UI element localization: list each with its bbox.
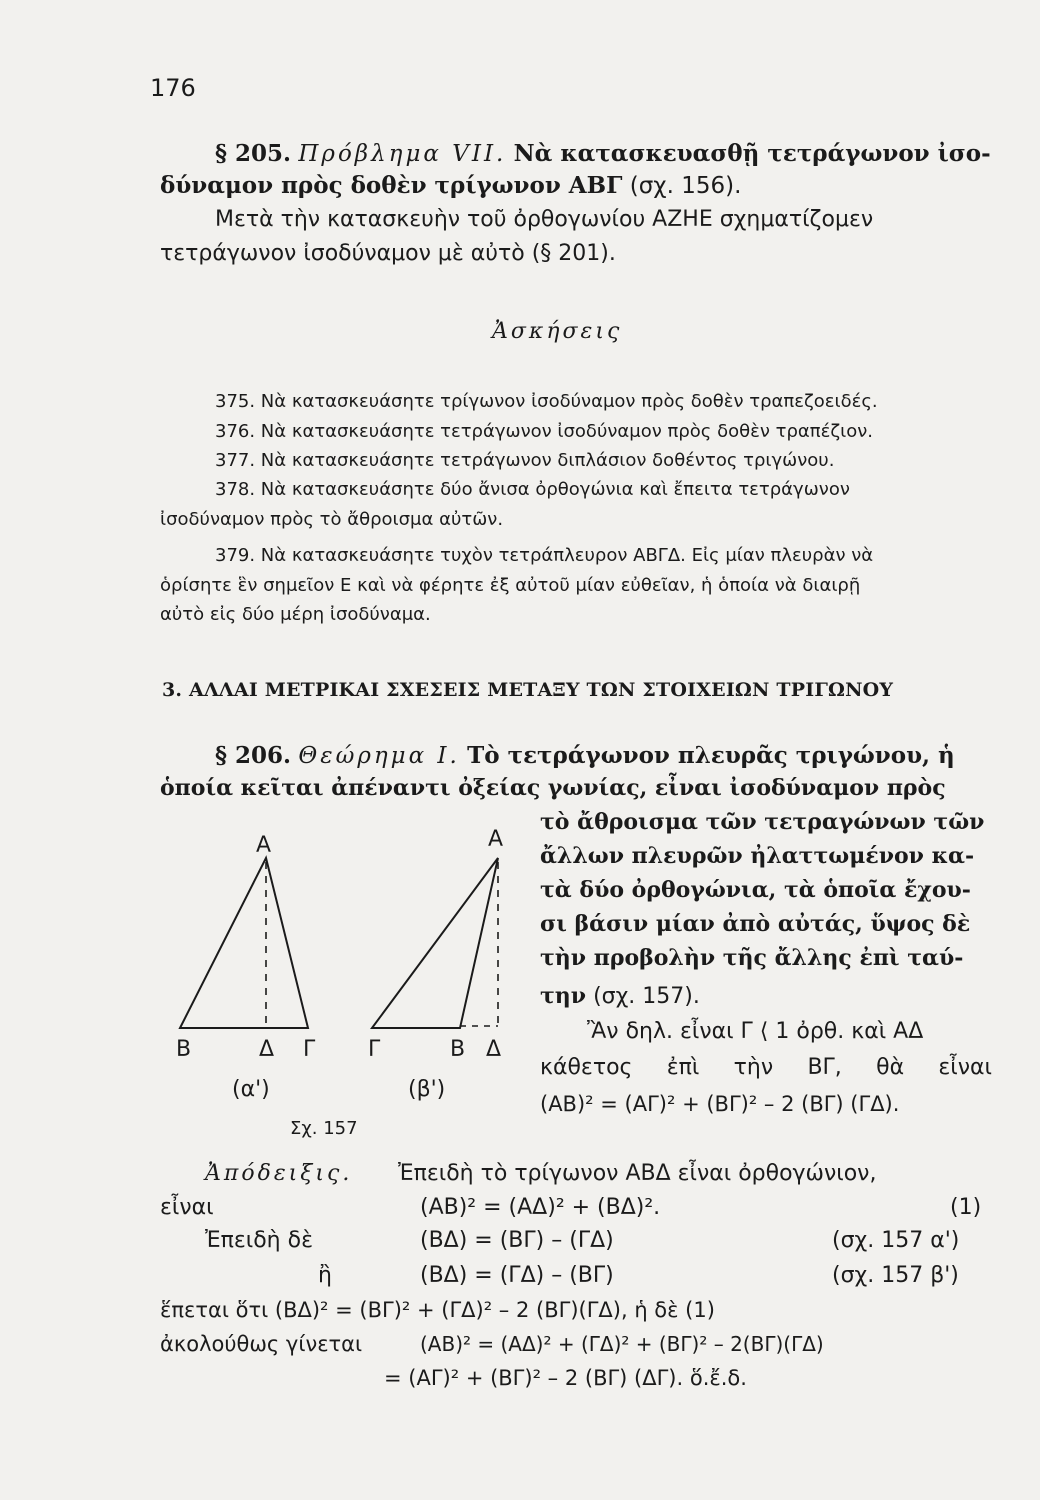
proof-row-3-label: Ἐπειδὴ δὲ <box>205 1228 313 1253</box>
hyp2-word: εἶναι <box>938 1055 992 1080</box>
proof-row-3-ref: (σχ. 157 α') <box>832 1228 960 1253</box>
proof-line-1-text: Ἐπειδὴ τὸ τρίγωνον ΑΒΔ εἶναι ὀρθογώνιον, <box>398 1161 877 1186</box>
proof-row-4-label: ἢ <box>318 1263 332 1288</box>
point-D-beta: Δ <box>486 1037 502 1062</box>
section-205-line-1 <box>215 140 991 168</box>
section-206-statement-5: τὰ δύο ὀρθογώνια, τὰ ὁποῖα ἔχου- <box>540 877 971 903</box>
label-beta: (β') <box>408 1077 446 1102</box>
section-206-figure-ref: (σχ. 157). <box>593 984 700 1009</box>
proof-row-3-formula: (ΒΔ) = (ΒΓ) – (ΓΔ) <box>420 1228 614 1253</box>
section-206-line-1 <box>215 742 955 770</box>
section-206-statement-1: Τὸ τετράγωνον πλευρᾶς τριγώνου, ἡ <box>467 742 955 769</box>
hyp2-word: κάθετος <box>540 1055 633 1080</box>
exercise-378-line-1: 378. Νὰ κατασκευάσητε δύο ἄνισα ὀρθογώνια καὶ ἔπειτα τετράγωνον <box>215 479 850 500</box>
section-206-formula: (ΑΒ)² = (ΑΓ)² + (ΒΓ)² – 2 (ΒΓ) (ΓΔ). <box>540 1092 900 1116</box>
page-number: 176 <box>150 74 196 102</box>
triangle-alpha <box>180 858 308 1028</box>
section-205-statement-1: Νὰ κατασκευασθῇ τετράγωνον ἰσο- <box>513 140 991 167</box>
label-alpha: (α') <box>232 1077 270 1102</box>
section-205-figure-ref: (σχ. 156). <box>629 173 742 199</box>
section-206-statement-7: τὴν προβολὴν τῆς ἄλλης ἐπὶ ταύ- <box>540 945 964 971</box>
section-206-hypothesis-2 <box>540 1054 992 1082</box>
hyp2-word: θὰ <box>876 1055 905 1080</box>
section-206-statement-3: τὸ ἄθροισμα τῶν τετραγώνων τῶν <box>540 809 985 835</box>
point-A-alpha: Α <box>256 833 272 858</box>
section-205-line-2 <box>160 172 741 200</box>
hyp2-word: ἐπὶ <box>666 1055 700 1080</box>
point-B-alpha: Β <box>176 1037 192 1062</box>
hyp2-word: ΒΓ, <box>807 1055 842 1080</box>
exercise-379-line-1: 379. Νὰ κατασκευάσητε τυχὸν τετράπλευρον ΑΒΓΔ. Εἰς μίαν πλευρὰν νὰ <box>215 545 874 566</box>
section-206-statement-8 <box>540 982 700 1011</box>
section-206-statement-8-word: την <box>540 983 587 1009</box>
exercise-377: 377. Νὰ κατασκευάσητε τετράγωνον διπλάσιον δοθέντος τριγώνου. <box>215 450 835 471</box>
section-206-kind: Θεώρημα I. <box>298 743 460 769</box>
proof-row-2-ref: (1) <box>950 1195 982 1220</box>
proof-row-2-formula: (ΑΒ)² = (ΑΔ)² + (ΒΔ)². <box>420 1195 661 1220</box>
proof-row-5: ἕπεται ὅτι (ΒΔ)² = (ΒΓ)² + (ΓΔ)² – 2 (ΒΓ)(ΓΔ), ἡ δὲ (1) <box>160 1298 715 1322</box>
exercise-379-line-2: ὁρίσητε ἓν σημεῖον Ε καὶ νὰ φέρητε ἐξ αὐτοῦ μίαν εὐθεῖαν, ἡ ὁποία νὰ διαιρῇ <box>160 575 861 596</box>
point-G-alpha: Γ <box>303 1037 316 1062</box>
section-205-body-2: τετράγωνον ἰσοδύναμον μὲ αὐτὸ (§ 201). <box>160 241 616 266</box>
exercises-title: Ἀσκήσεις <box>492 319 623 344</box>
proof-row-6-formula: (ΑΒ)² = (ΑΔ)² + (ΓΔ)² + (ΒΓ)² – 2(ΒΓ)(ΓΔ) <box>420 1332 824 1356</box>
section-206-statement-6: σι βάσιν μίαν ἀπὸ αὐτάς, ὕψος δὲ <box>540 911 971 937</box>
proof-row-2-label: εἶναι <box>160 1195 214 1220</box>
hyp2-word: τὴν <box>733 1055 774 1080</box>
point-G-beta: Γ <box>368 1037 381 1062</box>
section-206-hypothesis-1: Ἂν δηλ. εἶναι Γ ⟨ 1 ὀρθ. καὶ ΑΔ <box>587 1019 924 1044</box>
proof-row-4-ref: (σχ. 157 β') <box>832 1263 959 1288</box>
proof-row-4-formula: (ΒΔ) = (ΓΔ) – (ΒΓ) <box>420 1263 614 1288</box>
proof-row-6-label: ἀκολούθως γίνεται <box>160 1332 363 1356</box>
section-206-statement-2: ὁποία κεῖται ἀπέναντι ὀξείας γωνίας, εἶναι ἰσοδύναμον πρὸς <box>160 775 946 801</box>
section-205-kind: Πρόβλημα VII. <box>298 141 507 167</box>
point-B-beta: Β <box>450 1037 466 1062</box>
point-D-alpha: Δ <box>259 1037 275 1062</box>
figure-157 <box>160 820 540 1150</box>
section-205-statement-2: δύναμον πρὸς δοθὲν τρίγωνον ΑΒΓ <box>160 172 623 199</box>
section-heading: 3. ΑΛΛΑΙ ΜΕΤΡΙΚΑΙ ΣΧΕΣΕΙΣ ΜΕΤΑΞΥ ΤΩΝ ΣΤΟΙΧΕΙΩΝ ΤΡΙΓΩΝΟΥ <box>162 679 894 701</box>
proof-label: Ἀπόδειξις. <box>205 1161 353 1186</box>
section-206-statement-4: ἄλλων πλευρῶν ἠλαττωμένον κα- <box>540 843 975 869</box>
section-205-number: § 205. <box>215 140 292 167</box>
exercise-376: 376. Νὰ κατασκευάσητε τετράγωνον ἰσοδύναμον πρὸς δοθὲν τραπέζιον. <box>215 421 873 442</box>
point-A-beta: Α <box>488 827 504 852</box>
triangle-beta <box>372 858 498 1028</box>
proof-row-7: = (ΑΓ)² + (ΒΓ)² – 2 (ΒΓ) (ΔΓ). ὅ.ἔ.δ. <box>384 1366 747 1390</box>
figure-caption: Σχ. 157 <box>290 1118 358 1139</box>
section-206-number: § 206. <box>215 742 292 769</box>
exercise-379-line-3: αὐτὸ εἰς δύο μέρη ἰσοδύναμα. <box>160 604 431 625</box>
section-205-body-1: Μετὰ τὴν κατασκευὴν τοῦ ὀρθογωνίου ΑΖΗΕ σχηματίζομεν <box>215 207 874 232</box>
exercise-375: 375. Νὰ κατασκευάσητε τρίγωνον ἰσοδύναμον πρὸς δοθὲν τραπεζοειδές. <box>215 391 878 412</box>
exercise-378-line-2: ἰσοδύναμον πρὸς τὸ ἄθροισμα αὐτῶν. <box>160 509 504 530</box>
proof-line-1 <box>205 1160 352 1188</box>
